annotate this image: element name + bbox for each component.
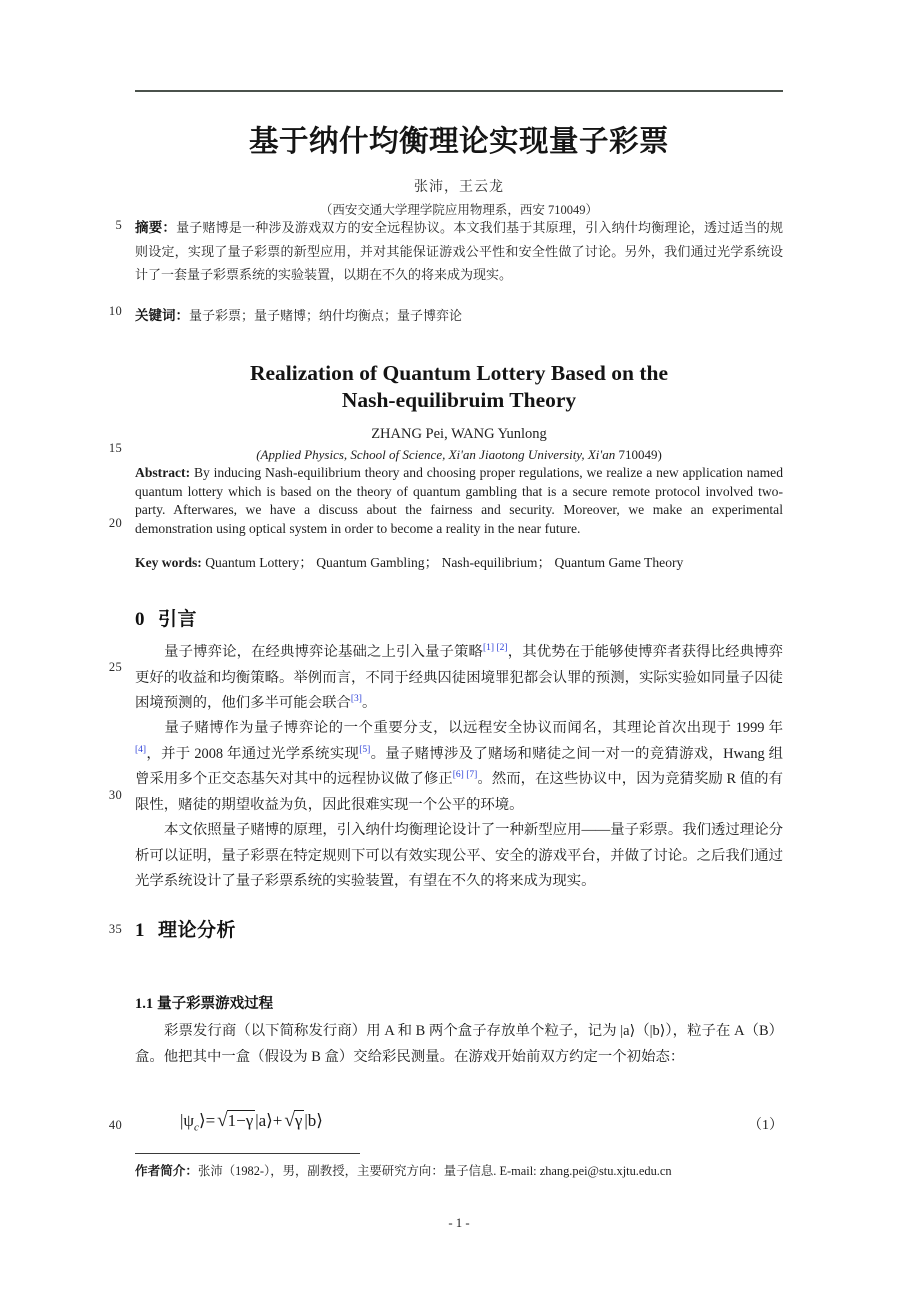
citation-reference[interactable]: [5] bbox=[359, 744, 371, 755]
affiliation-chinese: （西安交通大学理学院应用物理系，西安 710049） bbox=[319, 203, 599, 217]
page-title-english-line2: Nash-equilibruim Theory bbox=[341, 388, 577, 412]
citation-reference[interactable]: [1] [2] bbox=[482, 643, 508, 654]
body-paragraph bbox=[135, 1019, 783, 1070]
equation-lhs-subscript: c bbox=[194, 1121, 199, 1134]
keywords-chinese bbox=[135, 304, 783, 328]
equation-rhs: |b⟩ bbox=[304, 1111, 323, 1130]
section-number: 0 bbox=[135, 609, 145, 630]
equation-mid: |a⟩+ bbox=[255, 1111, 283, 1130]
line-number: 5 bbox=[115, 218, 122, 232]
keywords-english-text: Quantum Lottery； Quantum Gambling； Nash-equilibrium； Quantum Game Theory bbox=[201, 555, 684, 570]
affiliation-english-italic: (Applied Physics, School of Science, Xi'an Jiaotong University, Xi'an bbox=[256, 447, 616, 462]
section-heading-0 bbox=[135, 604, 783, 631]
keywords-english bbox=[135, 553, 783, 572]
page-title-chinese: 基于纳什均衡理论实现量子彩票 bbox=[248, 124, 669, 158]
section-title: 理论分析 bbox=[158, 919, 237, 941]
equation-radicand-1: 1−γ bbox=[227, 1111, 254, 1130]
body-paragraph bbox=[135, 640, 783, 717]
section-number: 1 bbox=[135, 920, 145, 941]
citation-reference[interactable]: [4] bbox=[135, 744, 147, 755]
affiliation-english bbox=[135, 447, 783, 463]
equation-lhs: |ψ bbox=[180, 1111, 195, 1130]
section-title: 引言 bbox=[158, 608, 198, 630]
line-number: 35 bbox=[108, 922, 122, 936]
line-number: 40 bbox=[108, 1118, 122, 1132]
body-paragraph bbox=[135, 716, 783, 818]
square-root-icon: √1−γ bbox=[217, 1110, 254, 1131]
paragraph-text: 彩票发行商（以下简称发行商）用 A 和 B 两个盒子存放单个粒子，记为 |a⟩（|b⟩），粒子在 A（B）盒。他把其中一盒（假设为 B 盒）交给彩民测量。在游戏开始前双方约定一个初始态： bbox=[135, 1023, 783, 1065]
footnote-label: 作者简介： bbox=[135, 1163, 198, 1178]
line-number: 20 bbox=[108, 516, 122, 530]
equation-lhs-close: ⟩= bbox=[198, 1111, 216, 1130]
abstract-chinese-label: 摘要： bbox=[135, 220, 177, 236]
square-root-icon-2: √γ bbox=[284, 1110, 303, 1131]
abstract-english-text: By inducing Nash-equilibrium theory and choosing proper regulations, we realize a new application named quantum lottery which is based on the theory of quantum gambling that is a secure remote protocol involved two-party. Afterwares, we have a discuss about the fairness and security. Moreover, we make an experimental demonstration using optical system in order to become a reality in the near future. bbox=[135, 465, 783, 536]
page-title-english-line1: Realization of Quantum Lottery Based on the bbox=[249, 361, 669, 385]
keywords-chinese-text: 量子彩票；量子赌博；纳什均衡点；量子博弈论 bbox=[189, 308, 463, 323]
section-heading-1-1 bbox=[135, 992, 783, 1013]
authors-english: ZHANG Pei, WANG Yunlong bbox=[371, 426, 547, 442]
paragraph-text: 。量子赌博涉及了赌场和赌徒之间一对一的竞猜游戏，Hwang 组曾采用多个正交态基矢对其中的远程协议做了修正 bbox=[135, 745, 783, 787]
paragraph-text: 。然而，在这些协议中，因为竞猜奖励 R 值的有限性，赌徒的期望收益为负，因此很难实现一个公平的环境。 bbox=[135, 771, 784, 813]
line-number: 30 bbox=[108, 788, 122, 802]
abstract-chinese bbox=[135, 216, 783, 286]
paragraph-text: 本文依照量子赌博的原理，引入纳什均衡理论设计了一种新型应用——量子彩票。我们透过理论分析可以证明，量子彩票在特定规则下可以有效实现公平、安全的游戏平台，并做了讨论。之后我们通过光学系统设计了量子彩票系统的实验装置，有望在不久的将来成为现实。 bbox=[135, 822, 783, 889]
line-number: 10 bbox=[108, 304, 122, 318]
abstract-chinese-text: 量子赌博是一种涉及游戏双方的安全远程协议。本文我们基于其原理，引入纳什均衡理论，透过适当的规则设定，实现了量子彩票的新型应用，并对其能保证游戏公平性和安全性做了讨论。另外，我们通过光学系统设计了一套量子彩票系统的实验装置，以期在不久的将来成为现实。 bbox=[135, 220, 783, 282]
authors-chinese: 张沛，王云龙 bbox=[414, 179, 504, 195]
line-number: 25 bbox=[108, 660, 122, 674]
paragraph-text: ，并于 2008 年通过光学系统实现 bbox=[146, 745, 360, 762]
section-heading-1 bbox=[135, 915, 783, 942]
citation-reference[interactable]: [3] bbox=[350, 694, 362, 705]
citation-reference[interactable]: [6] [7] bbox=[452, 770, 478, 781]
section-title: 量子彩票游戏过程 bbox=[157, 996, 274, 1012]
equation-number: （1） bbox=[748, 1118, 783, 1133]
footnote bbox=[135, 1162, 783, 1180]
page-title-english bbox=[135, 360, 783, 414]
paragraph-text: 量子博弈论，在经典博弈论基础之上引入量子策略 bbox=[164, 644, 483, 660]
keywords-english-label: Key words: bbox=[135, 555, 202, 570]
paragraph-text: 量子赌博作为量子博弈论的一个重要分支，以远程安全协议而闻名，其理论首次出现于 1999 年 bbox=[164, 720, 783, 736]
footnote-text: 张沛（1982-），男，副教授，主要研究方向：量子信息. E-mail: zhang.pei@stu.xjtu.edu.cn bbox=[197, 1164, 672, 1178]
equation-radicand-2: γ bbox=[294, 1111, 303, 1130]
header-rule bbox=[135, 90, 783, 92]
section-number: 1.1 bbox=[135, 996, 154, 1012]
affiliation-english-postal: 710049) bbox=[615, 447, 662, 462]
page-number: - 1 - bbox=[448, 1216, 470, 1230]
paragraph-text: ，其优势在于能够使博弈者获得比经典博弈更好的收益和均衡策略。举例而言，不同于经典囚徒困境罪犯都会认罪的预测，实际实验如同量子囚徒困境预测的，他们多半可能会联合 bbox=[135, 644, 783, 711]
abstract-english-label: Abstract: bbox=[135, 465, 191, 480]
footnote-rule bbox=[135, 1153, 360, 1154]
equation-1 bbox=[180, 1110, 323, 1132]
abstract-english bbox=[135, 464, 783, 538]
keywords-chinese-label: 关键词： bbox=[135, 308, 189, 324]
equation-1-row bbox=[135, 1110, 783, 1144]
body-paragraph bbox=[135, 818, 783, 895]
paragraph-text: 。 bbox=[361, 695, 377, 711]
line-number: 15 bbox=[108, 441, 122, 455]
